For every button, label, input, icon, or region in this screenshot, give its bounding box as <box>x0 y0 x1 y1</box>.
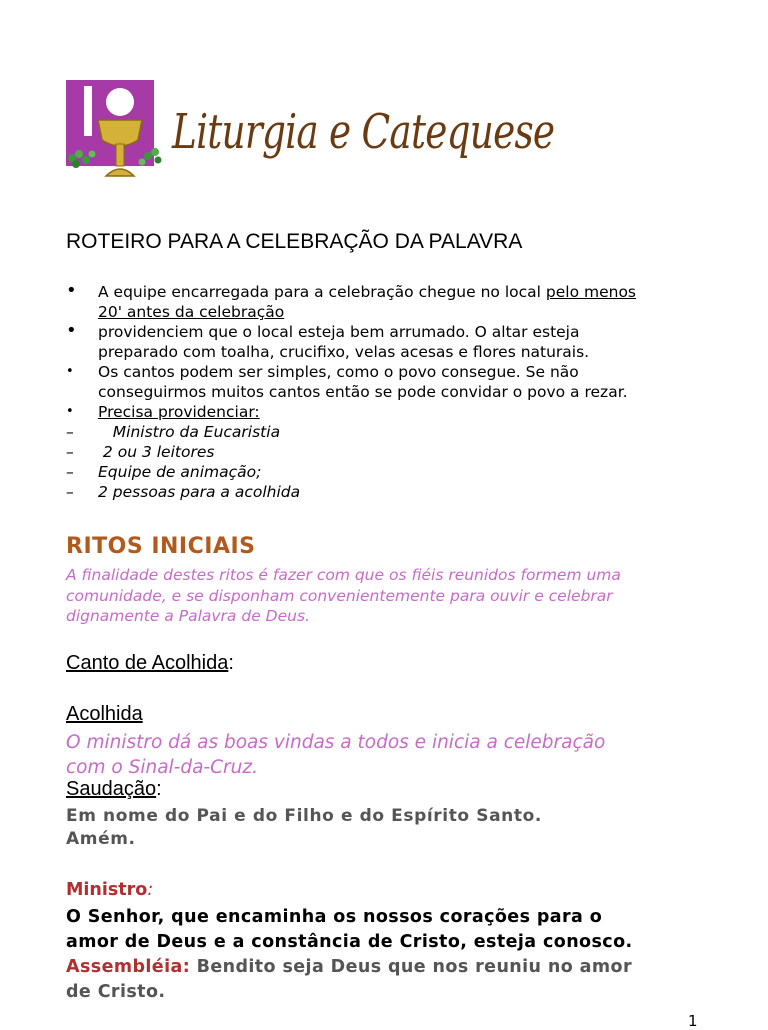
emphasis-text: 20' antes da celebração <box>98 303 285 321</box>
list-item-text: Precisa providenciar: <box>98 403 260 421</box>
list-item <box>66 422 706 442</box>
list-item-text: 2 ou 3 leitores <box>98 443 215 461</box>
list-item-text: A equipe encarregada para a celebração chegue no local <box>98 283 541 301</box>
assembleia-label: Assembléia <box>66 957 183 977</box>
ritos-desc-line: A finalidade destes ritos é fazer com que os fiéis reunidos formem uma <box>66 566 621 584</box>
bullet-icon: • <box>66 320 77 341</box>
saudacao-heading <box>66 778 162 801</box>
ministro-label-text: Ministro <box>66 880 148 900</box>
list-item <box>66 442 706 462</box>
list-item <box>66 482 706 502</box>
acolhida-description <box>66 730 716 780</box>
acolhida-heading <box>66 703 143 726</box>
list-item <box>66 362 706 402</box>
dash-icon: – <box>66 483 74 501</box>
list-item-text: Os cantos podem ser simples, como o povo consegue. Se não <box>98 363 579 381</box>
canto-colon: : <box>228 652 234 674</box>
list-item <box>66 462 706 482</box>
list-item-text: providenciem que o local esteja bem arrumado. O altar esteja <box>98 323 580 341</box>
page-number: 1 <box>688 1012 698 1030</box>
acolhida-label: Acolhida <box>66 703 143 725</box>
saudacao-line: Em nome do Pai e do Filho e do Espírito Santo. <box>66 806 542 826</box>
saudacao-line: Amém. <box>66 829 136 849</box>
assembleia-line: de Cristo. <box>66 982 166 1002</box>
ministro-colon: : <box>147 880 154 900</box>
document-title: ROTEIRO PARA A CELEBRAÇÃO DA PALAVRA <box>66 230 523 253</box>
dash-icon: – <box>66 443 74 461</box>
ministro-line: O Senhor, que encaminha os nossos corações para o <box>66 907 603 927</box>
list-item <box>66 402 706 422</box>
ministro-text <box>66 905 746 955</box>
chalice-logo <box>66 80 154 188</box>
list-item-text: 2 pessoas para a acolhida <box>98 483 301 501</box>
assembleia-line: Bendito seja Deus que nos reuniu no amor <box>190 957 632 977</box>
assembleia-text <box>66 955 746 1005</box>
logo-title: Liturgia e Catequese <box>172 104 555 160</box>
saudacao-text <box>66 805 716 851</box>
assembleia-colon: : <box>182 957 191 977</box>
list-item-text: preparado com toalha, crucifixo, velas acesas e flores naturais. <box>98 343 590 361</box>
canto-label: Canto de Acolhida <box>66 652 229 674</box>
ministro-line: amor de Deus e a constância de Cristo, esteja conosco. <box>66 932 633 952</box>
chalice-icon <box>62 80 172 190</box>
list-item-text: Equipe de animação; <box>98 463 262 481</box>
bullet-icon: • <box>66 404 74 419</box>
list-item <box>66 322 706 362</box>
ministro-label <box>66 880 153 900</box>
ritos-desc-line: comunidade, e se disponham convenientemente para ouvir e celebrar <box>66 586 613 605</box>
list-item-text: Ministro da Eucaristia <box>98 423 281 441</box>
dash-icon: – <box>66 423 74 441</box>
emphasis-text: pelo menos <box>545 283 636 301</box>
acolhida-line: com o Sinal-da-Cruz. <box>66 757 258 778</box>
saudacao-label: Saudação <box>66 778 157 800</box>
acolhida-line: O ministro dá as boas vindas a todos e inicia a celebração <box>66 732 606 753</box>
section-heading-ritos: RITOS INICIAIS <box>66 534 256 559</box>
bullet-icon: • <box>66 364 74 379</box>
ritos-desc-line: dignamente a Palavra de Deus. <box>66 607 310 625</box>
list-item <box>66 282 706 322</box>
list-item-text: conseguirmos muitos cantos então se pode convidar o povo a rezar. <box>98 383 628 401</box>
saudacao-colon: : <box>156 778 162 800</box>
bullet-icon: • <box>66 280 77 301</box>
canto-heading <box>66 652 234 675</box>
instruction-list <box>66 282 706 502</box>
ritos-description <box>66 565 706 627</box>
dash-icon: – <box>66 463 74 481</box>
